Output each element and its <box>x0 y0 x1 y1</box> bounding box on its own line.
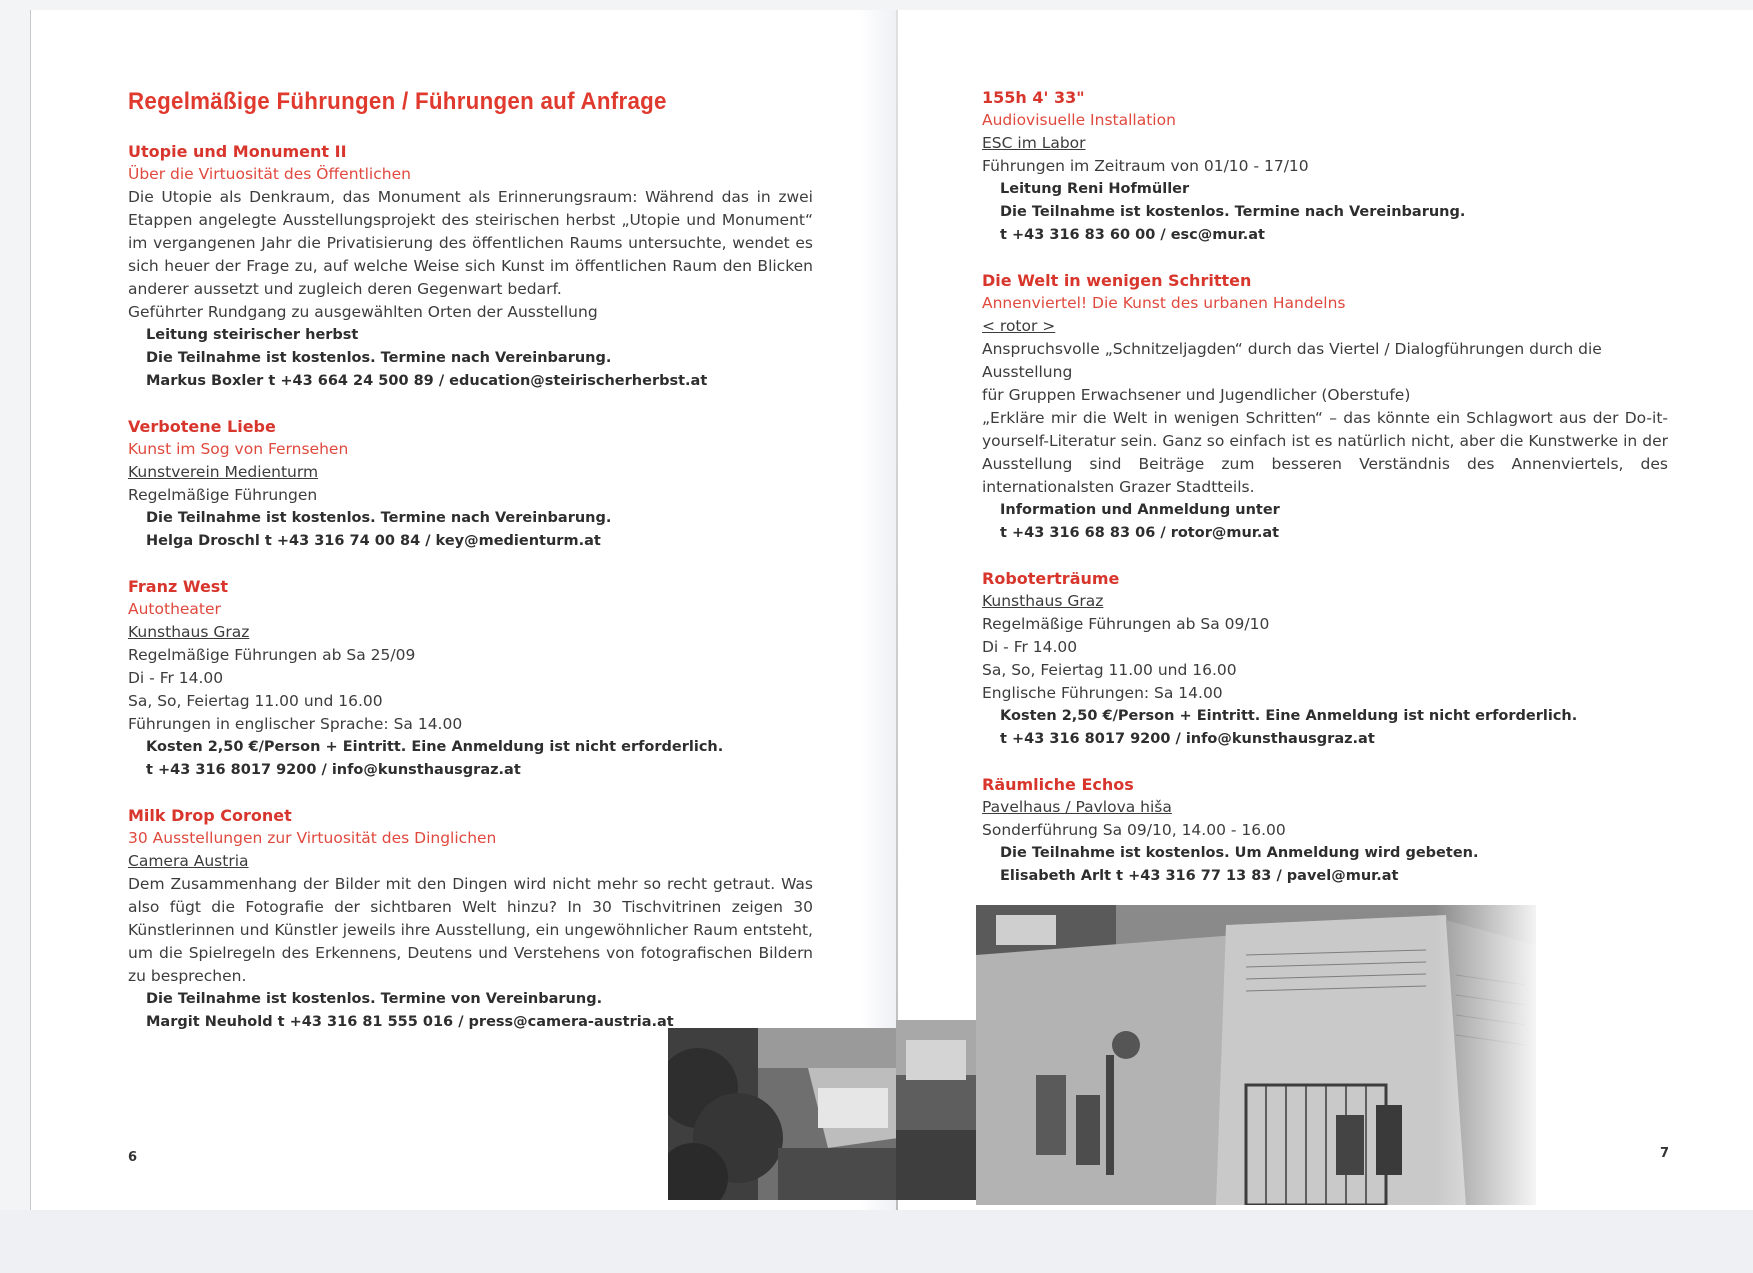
entry-detail: Di - Fr 14.00 <box>982 638 1078 656</box>
entry-info: Kosten 2,50 €/Person + Eintritt. Eine Anmeldung ist nicht erforderlich. <box>1000 708 1578 724</box>
left-page-column <box>128 88 813 1056</box>
entry-detail: Sonderführung Sa 09/10, 14.00 - 16.00 <box>982 821 1286 839</box>
entry-description: Dem Zusammenhang der Bilder mit den Dingen wird nicht mehr so recht getraut. Was also fügt die Fotografie der sichtbaren Welt hinzu? In 30 Tischvitrinen zeigen 30 Künstlerinnen und Künstler jeweils ihre Ausstellung, ein ungewöhnlicher Raum entsteht, um die Spielregeln des Erkennens, Deutens und Verstehens von fotografischen Bildern zu besprechen. <box>128 875 813 985</box>
entry-info: Die Teilnahme ist kostenlos. Termine nach Vereinbarung. <box>146 510 612 526</box>
entry-info: Kosten 2,50 €/Person + Eintritt. Eine Anmeldung ist nicht erforderlich. <box>146 739 724 755</box>
entry-raeumliche-echos <box>982 773 1668 888</box>
entry-detail: Geführter Rundgang zu ausgewählten Orten der Ausstellung <box>128 303 598 321</box>
entry-verbotene-liebe <box>128 415 813 553</box>
entry-detail: Sa, So, Feiertag 11.00 und 16.00 <box>128 692 383 710</box>
page-heading: Regelmäßige Führungen / Führungen auf Anfrage <box>128 88 667 115</box>
entry-venue: Kunstverein Medienturm <box>128 463 319 481</box>
entry-milk-drop-coronet <box>128 804 813 1034</box>
entry-venue: < rotor > <box>982 317 1056 335</box>
entry-contact: t +43 316 8017 9200 / info@kunsthausgraz.at <box>146 762 521 778</box>
entry-detail: Anspruchsvolle „Schnitzeljagden“ durch das Viertel / Dialogführungen durch die Ausstellung <box>982 340 1602 381</box>
entry-robotertraeume <box>982 567 1668 751</box>
page-edge <box>30 10 31 1210</box>
entry-155h <box>982 86 1668 247</box>
entry-franz-west <box>128 575 813 782</box>
entry-description: „Erkläre mir die Welt in wenigen Schritten“ – das könnte ein Schlagwort aus der Do-it-yourself-Literatur sein. Ganz so einfach ist es natürlich nicht, aber die Kunstwerke in der Ausstellung sind Beiträge zum besseren Verständnis des Annenviertels, des internationalsten Grazer Stadtteils. <box>982 409 1668 496</box>
entry-venue: Kunsthaus Graz <box>982 592 1104 610</box>
entry-info: Information und Anmeldung unter <box>1000 502 1280 518</box>
entry-contact: Margit Neuhold t +43 316 81 555 016 / press@camera-austria.at <box>146 1014 674 1030</box>
scan-background <box>0 1210 1753 1273</box>
entry-info: Die Teilnahme ist kostenlos. Termine nach Vereinbarung. <box>1000 204 1466 220</box>
entry-utopie-und-monument <box>128 140 813 393</box>
entry-detail: Regelmäßige Führungen ab Sa 25/09 <box>128 646 416 664</box>
entry-contact: t +43 316 8017 9200 / info@kunsthausgraz.at <box>1000 731 1375 747</box>
entry-subtitle: Audiovisuelle Installation <box>982 111 1176 129</box>
entry-venue: Pavelhaus / Pavlova hiša <box>982 798 1172 816</box>
entry-title: Utopie und Monument II <box>128 142 347 161</box>
entry-info: Leitung Reni Hofmüller <box>1000 181 1190 197</box>
entry-detail: Di - Fr 14.00 <box>128 669 224 687</box>
entry-info: Leitung steirischer herbst <box>146 327 359 343</box>
entry-detail: Regelmäßige Führungen <box>128 486 318 504</box>
entry-die-welt-in-wenigen-schritten <box>982 269 1668 545</box>
entry-info: Die Teilnahme ist kostenlos. Termine von Vereinbarung. <box>146 991 603 1007</box>
entry-contact: t +43 316 83 60 00 / esc@mur.at <box>1000 227 1265 243</box>
entry-detail: Führungen in englischer Sprache: Sa 14.00 <box>128 715 463 733</box>
entry-detail: Sa, So, Feiertag 11.00 und 16.00 <box>982 661 1237 679</box>
entry-contact: Helga Droschl t +43 316 74 00 84 / key@medienturm.at <box>146 533 601 549</box>
entry-title: Räumliche Echos <box>982 775 1134 794</box>
entry-contact: t +43 316 68 83 06 / rotor@mur.at <box>1000 525 1280 541</box>
entry-detail: Regelmäßige Führungen ab Sa 09/10 <box>982 615 1270 633</box>
entry-description: Die Utopie als Denkraum, das Monument als Erinnerungsraum: Während das in zwei Etappen angelegte Ausstellungsprojekt des steirischen herbst „Utopie und Monument“ im vergangenen Jahr die Privatisierung des öffentlichen Raums untersuchte, wendet es sich heuer der Frage zu, auf welche Weise sich Kunst im öffentlichen Raum den Blicken anderer aussetzt und zugleich deren Gegenwart bedarf. <box>128 188 813 298</box>
entry-detail: Englische Führungen: Sa 14.00 <box>982 684 1223 702</box>
entry-subtitle: Annenviertel! Die Kunst des urbanen Handelns <box>982 294 1346 312</box>
entry-title: Roboterträume <box>982 569 1120 588</box>
entry-venue: Camera Austria <box>128 852 249 870</box>
entry-subtitle: 30 Ausstellungen zur Virtuosität des Dinglichen <box>128 829 497 847</box>
entry-detail: Führungen im Zeitraum von 01/10 - 17/10 <box>982 157 1309 175</box>
photo-exhibition-walls <box>976 905 1536 1205</box>
entry-detail: für Gruppen Erwachsener und Jugendlicher (Oberstufe) <box>982 386 1411 404</box>
entry-venue: Kunsthaus Graz <box>128 623 250 641</box>
entry-contact: Elisabeth Arlt t +43 316 77 13 83 / pavel@mur.at <box>1000 868 1399 884</box>
page-number-left: 6 <box>128 1150 138 1165</box>
entry-title: Verbotene Liebe <box>128 417 276 436</box>
entry-subtitle: Autotheater <box>128 600 221 618</box>
entry-venue: ESC im Labor <box>982 134 1086 152</box>
entry-subtitle: Über die Virtuosität des Öffentlichen <box>128 165 411 183</box>
right-page-column <box>982 86 1668 910</box>
page-number-right: 7 <box>1660 1146 1670 1161</box>
entry-info: Die Teilnahme ist kostenlos. Um Anmeldung wird gebeten. <box>1000 845 1479 861</box>
entry-title: Milk Drop Coronet <box>128 806 292 825</box>
entry-title: 155h 4' 33" <box>982 88 1085 107</box>
entry-subtitle: Kunst im Sog von Fernsehen <box>128 440 349 458</box>
entry-title: Franz West <box>128 577 228 596</box>
entry-info: Die Teilnahme ist kostenlos. Termine nach Vereinbarung. <box>146 350 612 366</box>
entry-contact: Markus Boxler t +43 664 24 500 89 / education@steirischerherbst.at <box>146 373 708 389</box>
entry-title: Die Welt in wenigen Schritten <box>982 271 1252 290</box>
